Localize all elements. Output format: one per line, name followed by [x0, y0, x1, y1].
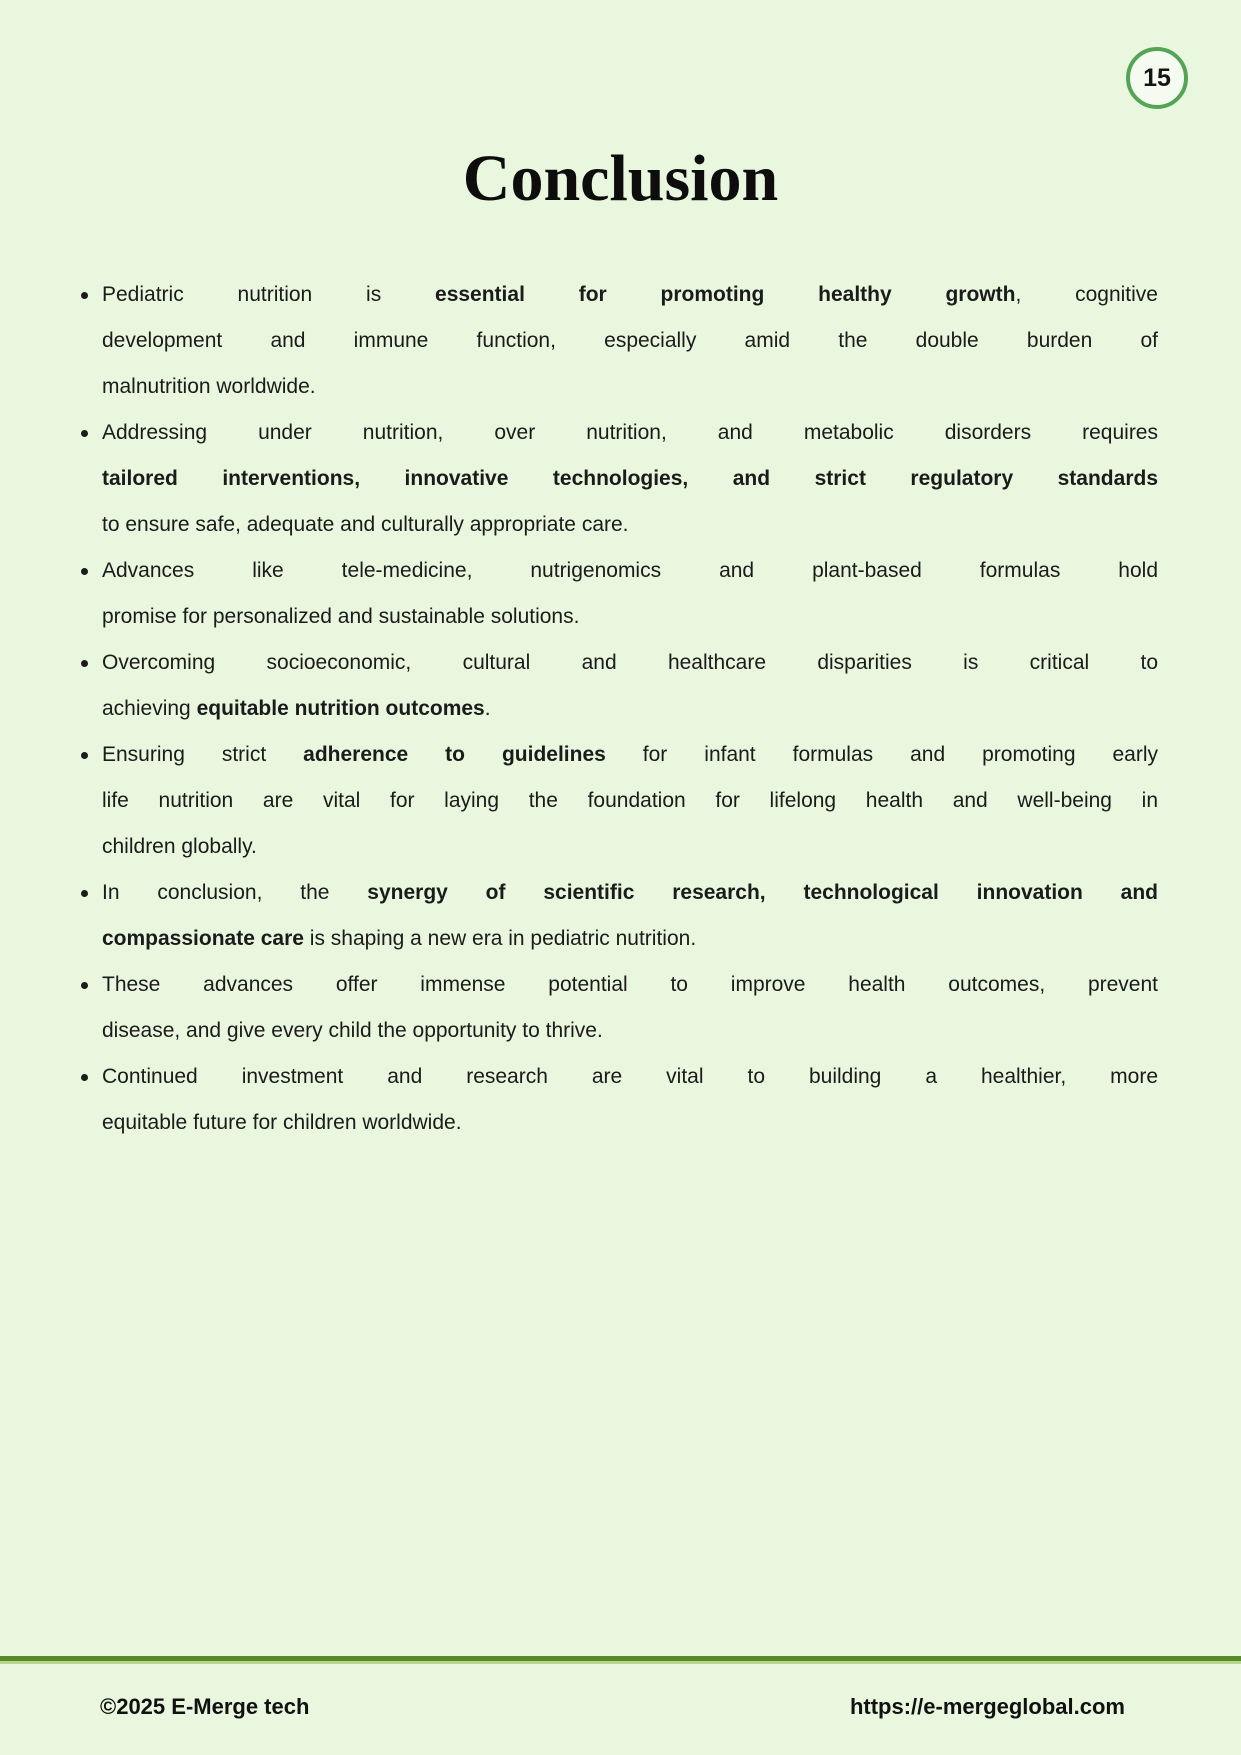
bullet-icon — [81, 292, 88, 299]
text-segment: In conclusion, the — [102, 881, 368, 904]
bullet-text-line — [102, 594, 1158, 640]
footer-url[interactable]: https://e-mergeglobal.com — [849, 1694, 1125, 1719]
bullet-text — [102, 410, 1158, 548]
text-segment: . — [484, 697, 491, 720]
text-segment: Overcoming socioeconomic, cultural and healthcare disparities is critical to — [102, 651, 1158, 674]
bullet-item — [102, 962, 1158, 1054]
text-segment: children globally. — [102, 835, 257, 858]
bullet-icon — [81, 752, 88, 759]
text-segment: is shaping a new era in pediatric nutrition. — [303, 927, 697, 950]
bullet-text-line — [102, 778, 1158, 824]
bullet-text-line — [102, 686, 1158, 732]
bold-text-segment: tailored interventions, innovative technologies, and strict regulatory standards — [102, 467, 1158, 490]
text-segment: Pediatric nutrition is — [102, 283, 436, 306]
bullet-text-line — [102, 456, 1158, 502]
text-segment: equitable future for children worldwide. — [102, 1111, 462, 1134]
bullet-text-line — [102, 318, 1158, 364]
bullet-text-line — [102, 732, 1158, 778]
bullet-text-line — [102, 1054, 1158, 1100]
bold-text-segment: essential for promoting healthy growth — [435, 283, 1016, 306]
bullet-text-line — [102, 410, 1158, 456]
bullet-text — [102, 1054, 1158, 1146]
bullet-icon — [81, 568, 88, 575]
bullet-icon — [81, 982, 88, 989]
bullet-text — [102, 870, 1158, 962]
text-segment: to ensure safe, adequate and culturally appropriate care. — [102, 513, 629, 536]
text-segment: achieving — [102, 697, 197, 720]
bullet-icon — [81, 660, 88, 667]
bullet-text — [102, 732, 1158, 870]
bullet-text-line — [102, 548, 1158, 594]
page-title: Conclusion — [462, 142, 779, 215]
page-number: 15 — [1143, 63, 1171, 92]
text-segment: Addressing under nutrition, over nutrition, and metabolic disorders requires — [102, 421, 1158, 444]
bullet-icon — [81, 1074, 88, 1081]
footer-divider-highlight — [0, 1661, 1241, 1664]
bullet-text-line — [102, 962, 1158, 1008]
bullet-text — [102, 548, 1158, 640]
bullet-icon — [81, 890, 88, 897]
bullet-item — [102, 548, 1158, 640]
footer — [100, 1694, 1125, 1720]
bold-text-segment: synergy of scientific research, technological innovation and — [367, 881, 1158, 904]
text-segment: disease, and give every child the opportunity to thrive. — [102, 1019, 603, 1042]
bold-text-segment: compassionate care — [102, 927, 304, 950]
text-segment: These advances offer immense potential to improve health outcomes, prevent — [102, 973, 1158, 996]
bullet-text-line — [102, 640, 1158, 686]
bullet-list — [102, 272, 1158, 1146]
bullet-text — [102, 962, 1158, 1054]
bold-text-segment: equitable nutrition outcomes — [196, 697, 485, 720]
bullet-icon — [81, 430, 88, 437]
bullet-text-line — [102, 824, 1158, 870]
text-segment: Advances like tele-medicine, nutrigenomics and plant-based formulas hold — [102, 559, 1158, 582]
text-segment: malnutrition worldwide. — [102, 375, 316, 398]
text-segment: for infant formulas and promoting early — [605, 743, 1158, 766]
bullet-item — [102, 732, 1158, 870]
footer-copyright: ©2025 E-Merge tech — [100, 1694, 310, 1719]
text-segment: Ensuring strict — [102, 743, 304, 766]
bullet-text-line — [102, 272, 1158, 318]
bullet-item — [102, 272, 1158, 410]
bullet-item — [102, 870, 1158, 962]
bullet-text-line — [102, 502, 1158, 548]
page-number-badge — [1126, 47, 1188, 109]
bullet-text-line — [102, 1008, 1158, 1054]
bullet-item — [102, 410, 1158, 548]
bullet-text-line — [102, 916, 1158, 962]
bullet-item — [102, 1054, 1158, 1146]
bullet-text-line — [102, 364, 1158, 410]
bold-text-segment: adherence to guidelines — [303, 743, 606, 766]
bullet-item — [102, 640, 1158, 732]
text-segment: promise for personalized and sustainable solutions. — [102, 605, 580, 628]
bullet-text-line — [102, 1100, 1158, 1146]
bullet-text — [102, 640, 1158, 732]
bullet-text — [102, 272, 1158, 410]
bullet-text-line — [102, 870, 1158, 916]
text-segment: Continued investment and research are vital to building a healthier, more — [102, 1065, 1158, 1088]
text-segment: , cognitive — [1015, 283, 1158, 306]
text-segment: life nutrition are vital for laying the foundation for lifelong health and well-being in — [102, 789, 1158, 812]
text-segment: development and immune function, especially amid the double burden of — [102, 329, 1158, 352]
